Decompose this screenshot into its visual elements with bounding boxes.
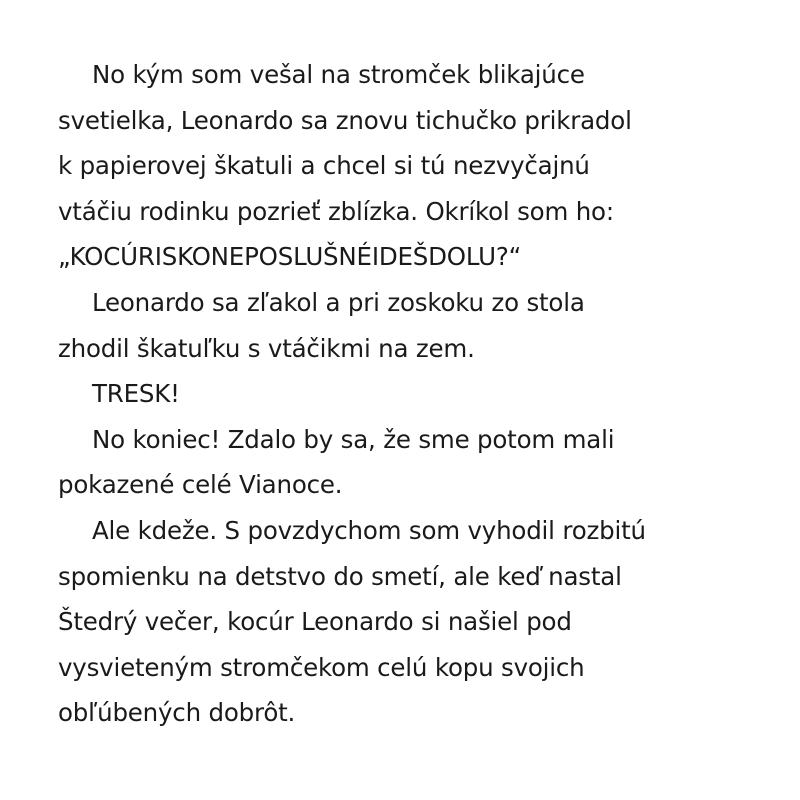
story-line: No kým som vešal na stromček blikajúce bbox=[92, 60, 585, 89]
story-line: pokazené celé Vianoce. bbox=[58, 470, 343, 500]
story-line: k papierovej škatuli a chcel si tú nezvyčajnú bbox=[58, 151, 590, 181]
story-line-exclamation: TRESK! bbox=[92, 379, 180, 409]
story-line: spomienku na detstvo do smetí, ale keď nastal bbox=[58, 561, 622, 591]
story-line: svetielka, Leonardo sa znovu tichučko prikradol bbox=[58, 105, 632, 135]
story-line-shout: „KOCÚRISKONEPOSLUŠNÉIDEŠDOLU?“ bbox=[58, 242, 522, 272]
story-line: vysvieteným stromčekom celú kopu svojich bbox=[58, 652, 585, 682]
story-line: Ale kdeže. S povzdychom som vyhodil rozbitú bbox=[92, 515, 646, 545]
story-text bbox=[58, 52, 778, 736]
story-line: Štedrý večer, kocúr Leonardo si našiel pod bbox=[58, 607, 572, 637]
story-line: obľúbených dobrôt. bbox=[58, 698, 296, 728]
story-line: No koniec! Zdalo by sa, že sme potom mali bbox=[92, 424, 615, 454]
story-line: vtáčiu rodinku pozrieť zblízka. Okríkol som ho: bbox=[58, 196, 614, 226]
story-line: zhodil škatuľku s vtáčikmi na zem. bbox=[58, 333, 475, 363]
story-line: Leonardo sa zľakol a pri zoskoku zo stola bbox=[92, 287, 585, 317]
